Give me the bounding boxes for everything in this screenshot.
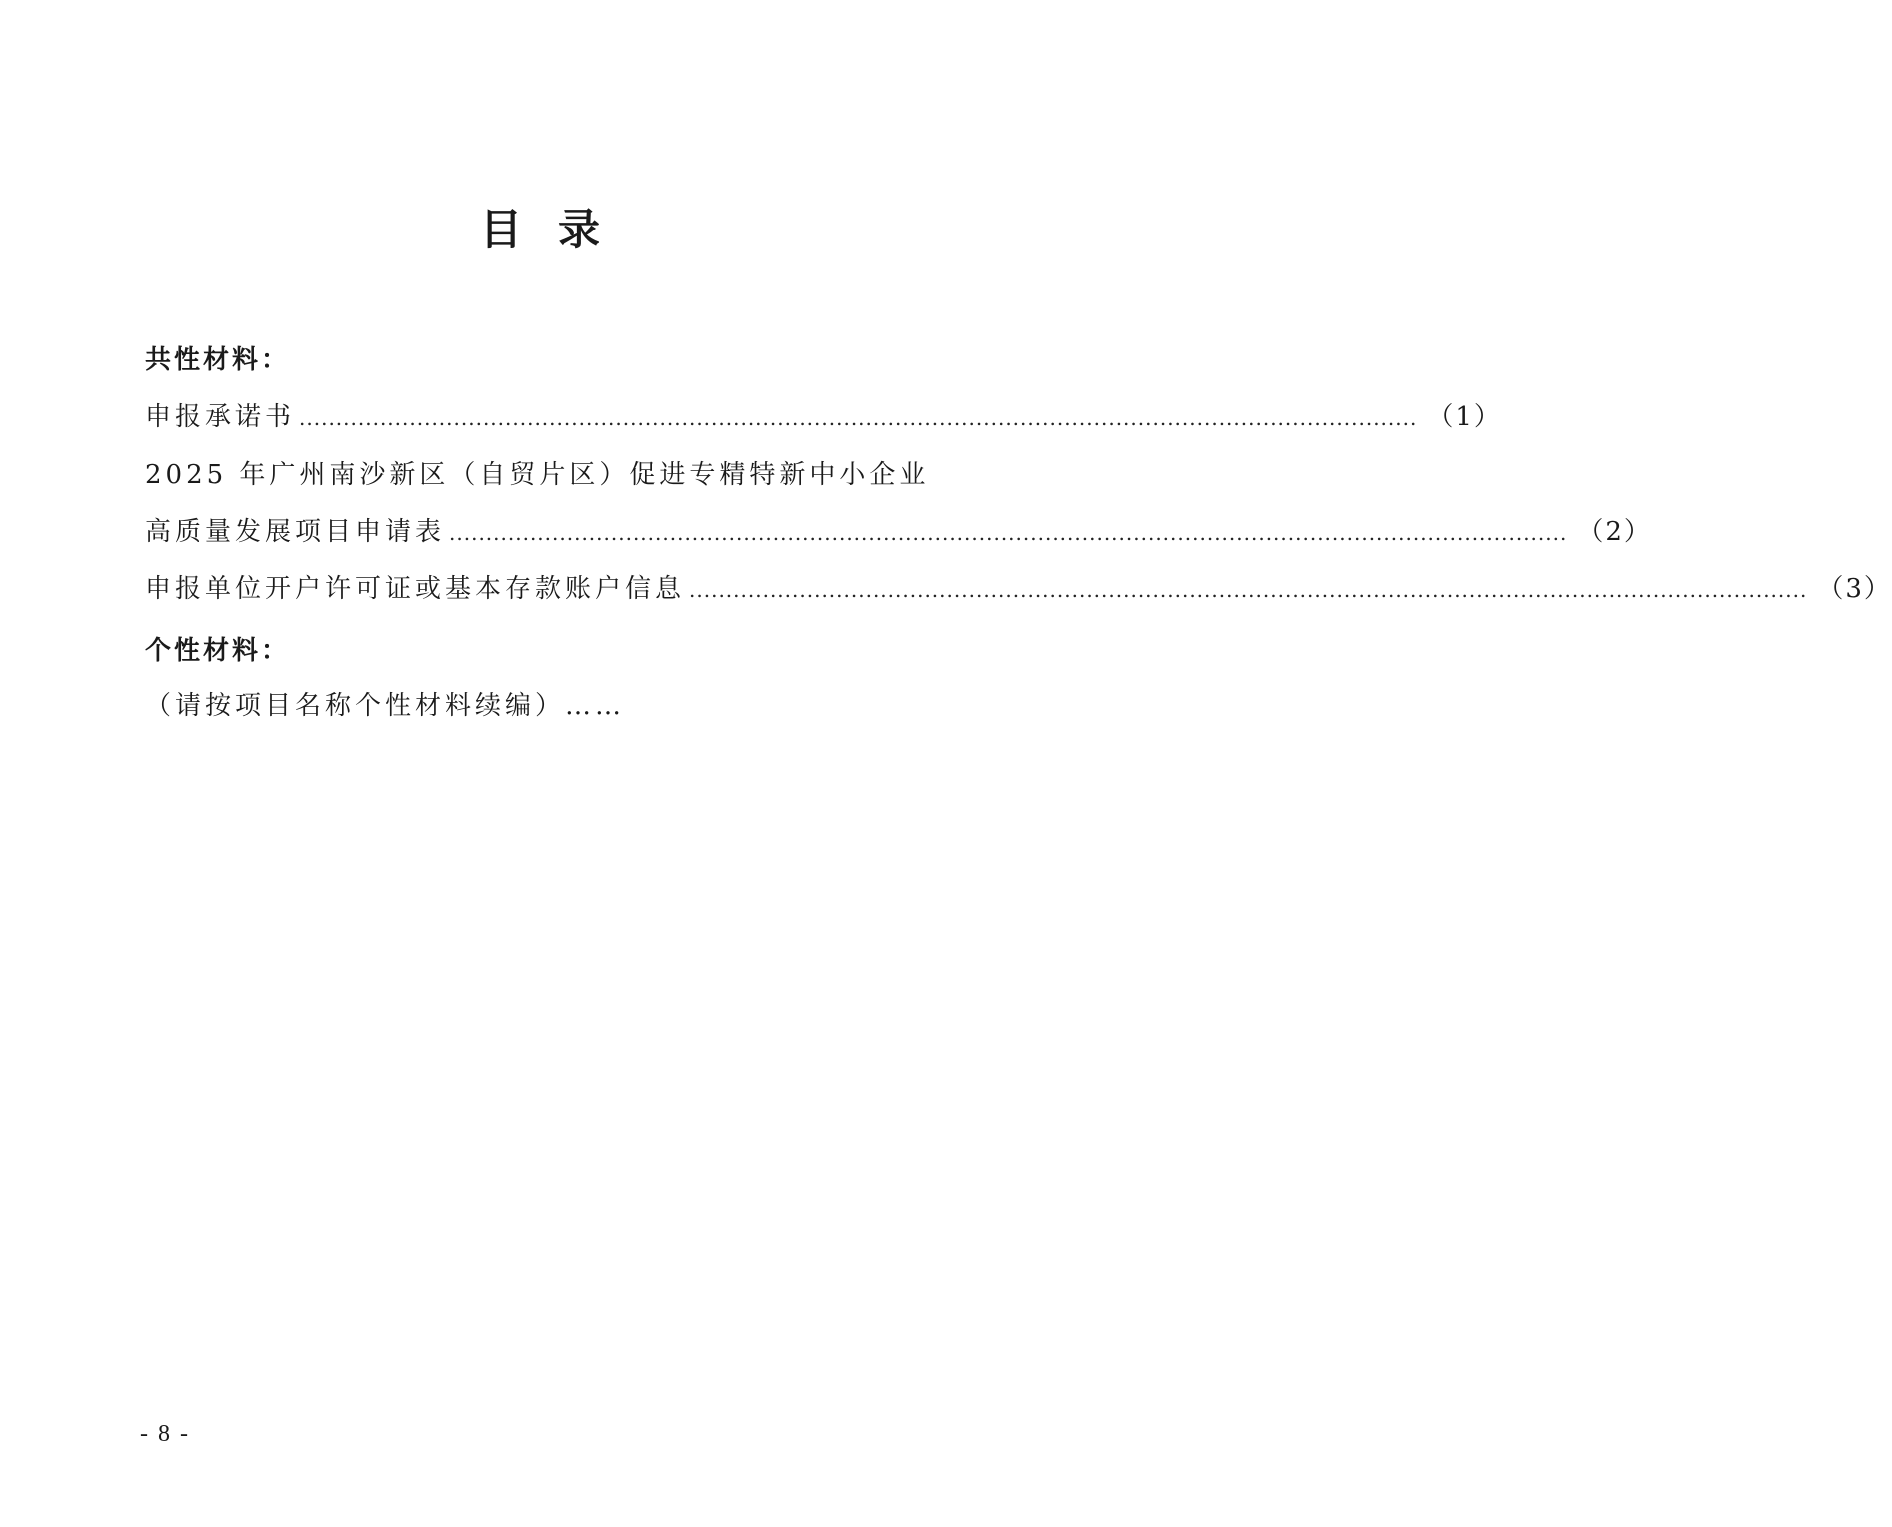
toc-entry-account-info[interactable]	[145, 569, 1892, 610]
individual-materials-heading: 个性材料：	[145, 636, 291, 666]
toc-dot-leader: ........................................................................................................................................................	[299, 406, 1418, 430]
toc-page-number: （2）	[1577, 517, 1652, 547]
toc-entry-label: 申报承诺书	[145, 402, 296, 432]
toc-entry-application-form-line1[interactable]: 2025 年广州南沙新区（自贸片区）促进专精特新中小企业	[145, 460, 930, 490]
toc-dot-leader: ........................................................................................................................................................	[689, 578, 1808, 602]
individual-materials-note: （请按项目名称个性材料续编）……	[145, 691, 626, 721]
toc-entry-application-form[interactable]	[145, 512, 1652, 553]
toc-page-number: （1）	[1427, 402, 1502, 432]
page-title: 目录	[479, 205, 636, 254]
page-number: - 8 -	[140, 1421, 190, 1447]
toc-entry-label: 申报单位开户许可证或基本存款账户信息	[145, 574, 686, 604]
toc-page-number: （3）	[1817, 574, 1892, 604]
toc-entry-label: 高质量发展项目申请表	[145, 517, 446, 547]
toc-dot-leader: ........................................................................................................................................................	[449, 521, 1568, 545]
toc-entry-commitment-letter[interactable]	[145, 397, 1502, 438]
common-materials-heading: 共性材料：	[145, 345, 291, 375]
